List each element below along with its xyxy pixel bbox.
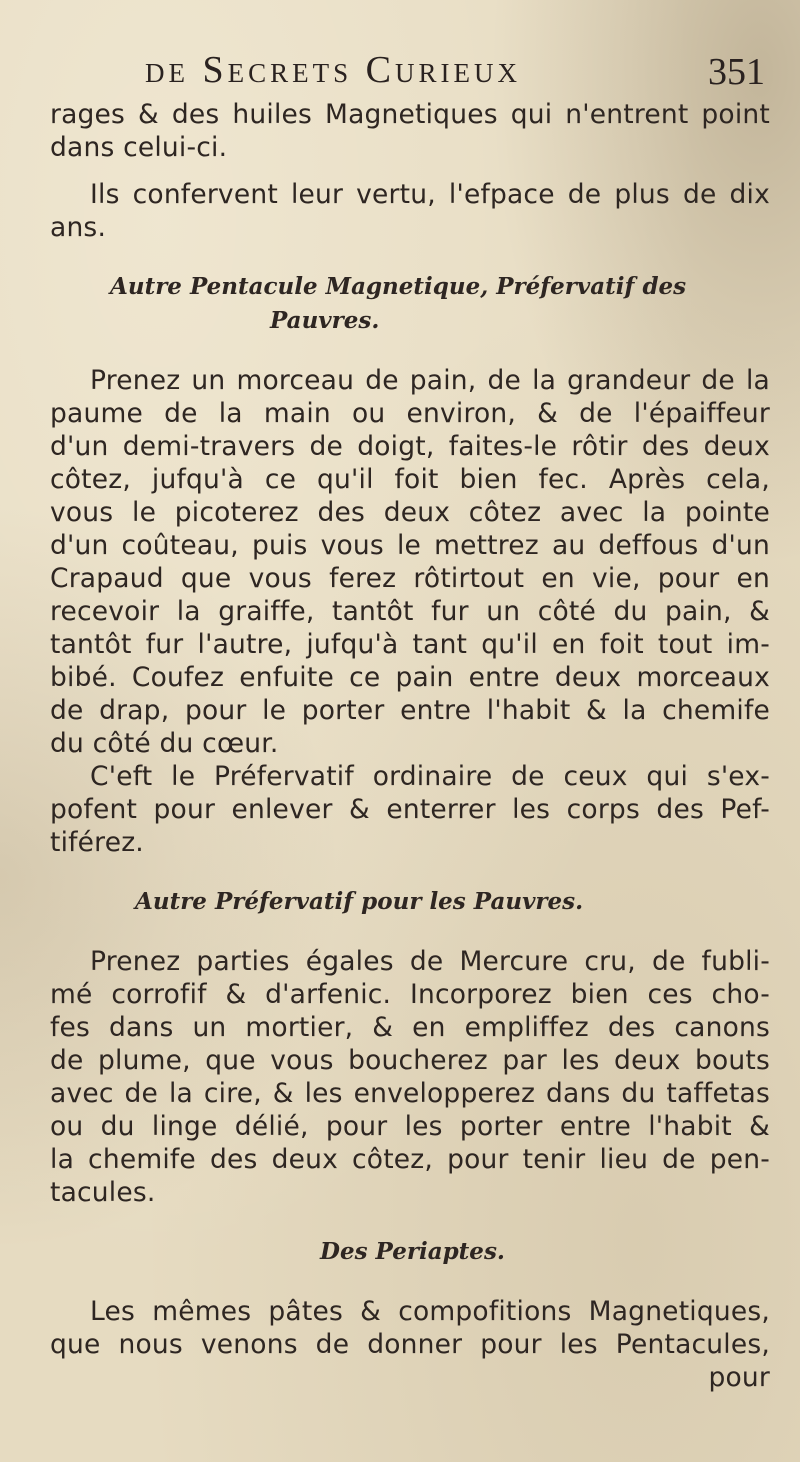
- text-line: d'un demi-travers de doigt, faites-le rôtir des deux: [50, 431, 770, 462]
- section-heading-preservatif: [50, 885, 770, 919]
- text-line: ans.: [50, 212, 107, 243]
- paragraph-periaptes: [50, 1295, 770, 1394]
- body-text: [50, 98, 770, 1394]
- paragraph-pain: [50, 364, 770, 760]
- heading-line: Des Periaptes.: [320, 1238, 505, 1265]
- text-line: avec de la cire, & les envelopperez dans du taffetas: [50, 1078, 770, 1109]
- text-line: bibé. Coufez enfuite ce pain entre deux morceaux: [50, 662, 770, 693]
- text-line: Prenez parties égales de Mercure cru, de fubli-: [90, 946, 770, 977]
- heading-line: Pauvres.: [270, 307, 380, 334]
- heading-line: Autre Pentacule Magnetique, Préfervatif des: [110, 273, 687, 300]
- section-heading-periaptes: [50, 1235, 770, 1269]
- text-line: de drap, pour le porter entre l'habit & la chemife: [50, 695, 770, 726]
- catchword: pour: [708, 1362, 770, 1393]
- text-line: Prenez un morceau de pain, de la grandeur de la: [90, 365, 770, 396]
- paragraph-mercure: [50, 945, 770, 1209]
- text-line: Les mêmes pâtes & compofitions Magnetiques,: [90, 1296, 770, 1327]
- paragraph-continued: [50, 98, 770, 164]
- paragraph-vertu: [50, 178, 770, 244]
- text-line: d'un coûteau, puis vous le mettrez au deffous d'un: [50, 530, 770, 561]
- text-line: pofent pour enlever & enterrer les corps des Pef-: [50, 794, 770, 825]
- text-line: la chemife des deux côtez, pour tenir lieu de pen-: [50, 1144, 770, 1175]
- page-number: 351: [708, 51, 765, 93]
- paragraph-preservatif-ordinaire: [50, 760, 770, 859]
- text-line: ou du linge délié, pour les porter entre l'habit &: [50, 1111, 770, 1142]
- text-line: recevoir la graiffe, tantôt fur un côté du pain, &: [50, 596, 770, 627]
- text-line: fes dans un mortier, & en empliffez des canons: [50, 1012, 770, 1043]
- text-line: côtez, jufqu'à ce qu'il foit bien fec. Après cela,: [50, 464, 770, 495]
- text-line: tacules.: [50, 1177, 156, 1208]
- text-line: tantôt fur l'autre, jufqu'à tant qu'il en foit tout im-: [50, 629, 770, 660]
- text-line: tiférez.: [50, 827, 144, 858]
- section-heading-pentacule: [50, 270, 770, 338]
- text-line: Ils confervent leur vertu, l'efpace de plus de dix: [90, 179, 770, 210]
- text-line: que nous venons de donner pour les Pentacules,: [50, 1329, 770, 1360]
- running-title: de Secrets Curieux: [145, 49, 521, 91]
- text-line: paume de la main ou environ, & de l'épaiffeur: [50, 398, 770, 429]
- heading-line: Autre Préfervatif pour les Pauvres.: [135, 888, 584, 915]
- text-line: rages & des huiles Magnetiques qui n'entrent point: [50, 99, 770, 130]
- text-line: mé corrofif & d'arfenic. Incorporez bien ces cho-: [50, 979, 770, 1010]
- text-line: de plume, que vous boucherez par les deux bouts: [50, 1045, 770, 1076]
- text-line: C'eft le Préfervatif ordinaire de ceux qui s'ex-: [90, 761, 770, 792]
- text-line: dans celui-ci.: [50, 132, 228, 163]
- text-line: vous le picoterez des deux côtez avec la pointe: [50, 497, 770, 528]
- text-line: du côté du cœur.: [50, 728, 279, 759]
- running-head: [145, 48, 765, 98]
- text-line: Crapaud que vous ferez rôtirtout en vie, pour en: [50, 563, 770, 594]
